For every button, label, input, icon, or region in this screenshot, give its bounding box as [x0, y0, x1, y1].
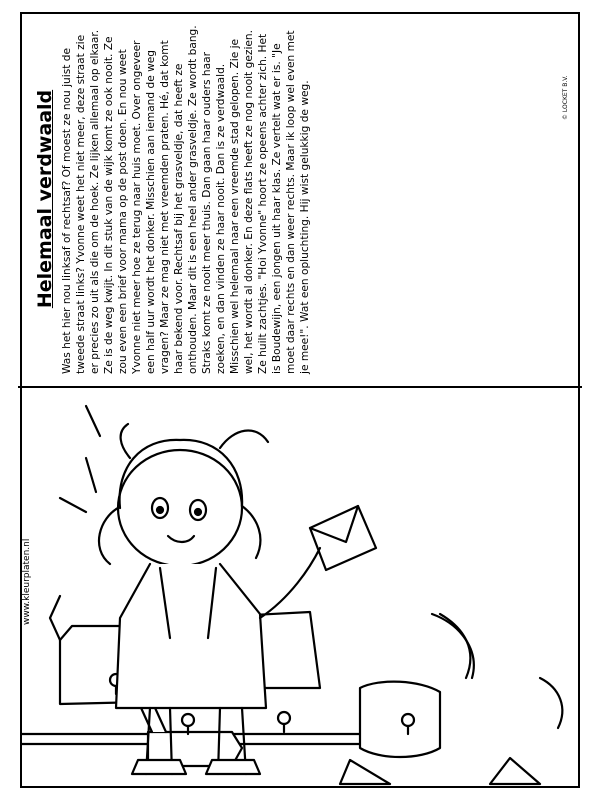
girl-figure-icon	[99, 424, 376, 774]
story-rotated-block	[24, 16, 576, 384]
story-text: Was het hier nou linksaf of rechtsaf? Of moest ze nou juist de tweede straat links? Yvonne weet het niet meer, deze straat zie er precies zo uit als die om de hoek. Ze lijken allemaal op elkaar. Ze is de weg kwijt. In dit stuk van de wijk komt ze ook nooit. Ze zou even een brief voor mama op de post doen. En nou weet Yvonne niet meer hoe ze terug naar huis moet. Over ongeveer een half uur wordt het donker. Misschien aan iemand de weg vragen? Maar ze mag niet met vreemden praten. Hé, dat komt haar bekend voor. Rechtsaf bij het grasveldje, dat heeft ze onthouden. Maar dit is een heel ander grasveldje. Ze wordt bang. Straks komt ze nooit meer thuis. Dan gaan haar ouders haar zoeken, en dan vinden ze haar nooit. Dan is ze verdwaald. Misschien wel helemaal naar een vreemde stad gelopen. Zie je wel, het wordt al donker. En deze flats heeft ze nog nooit gezien. Ze huilt zachtjes. "Hoi Yvonne" hoort ze opeens achter zich. Het is Boudewijn, een jongen uit haar klas. Ze vertelt wat er is. "Je moet daar rechts en dan weer rechts. Maar ik loop wel even met je mee!". Wat een opluchting. Hij wist gelukkig de weg.	[61, 25, 311, 374]
copyright-note	[562, 60, 572, 120]
story-panel	[24, 16, 576, 384]
worry-lines-icon	[60, 406, 100, 512]
signpost-icon	[20, 596, 540, 784]
website-text: www.kleurplaten.nl	[22, 538, 32, 625]
lost-girl-illustration	[20, 388, 580, 786]
copyright-text: © LOCKET B.V.	[562, 75, 569, 120]
story-title: Helemaal verdwaald	[34, 89, 56, 309]
